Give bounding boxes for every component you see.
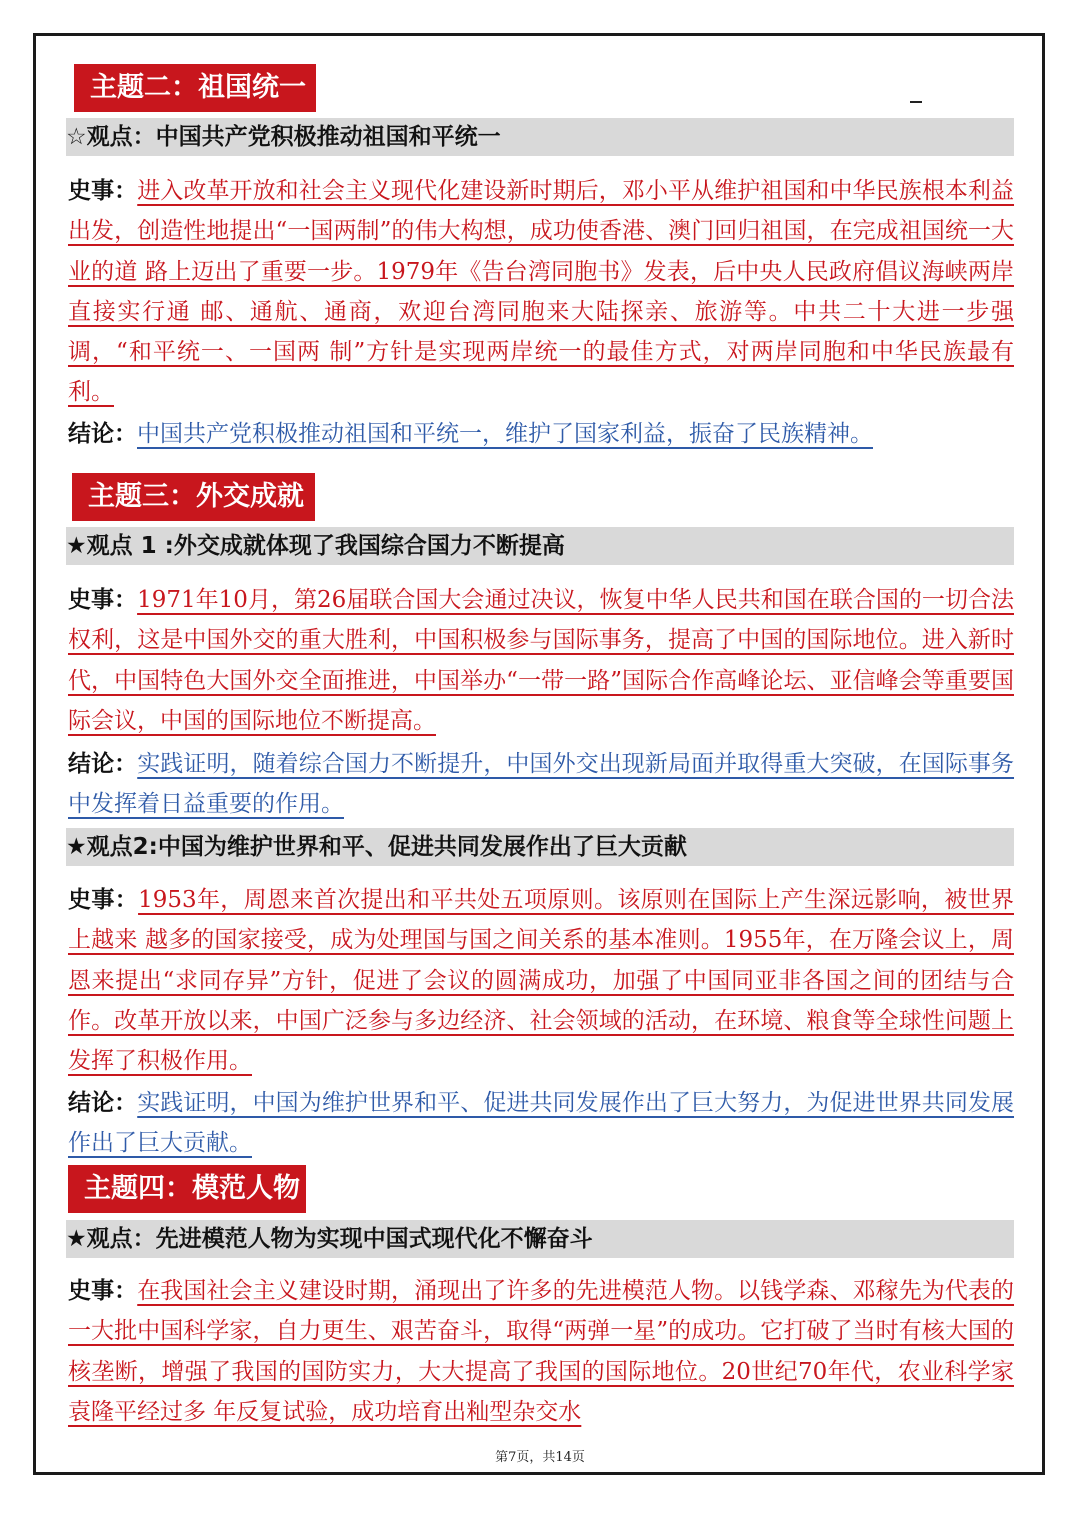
topic-three-conclusion-2 (68, 1083, 1014, 1164)
page-number: 第7页，共14页 (495, 1450, 585, 1465)
topic-two-title: 主题二：祖国统一 (74, 64, 316, 112)
topic-four-viewpoint: ★观点：先进模范人物为实现中国式现代化不懈奋斗 (66, 1220, 1014, 1258)
topic-three-history-1 (68, 580, 1014, 741)
topic-three-title: 主题三：外交成就 (72, 473, 315, 521)
topic-two-history (68, 171, 1014, 413)
history-label: 史事： (68, 1277, 138, 1304)
topic-three-viewpoint-1: ★观点 1 :外交成就体现了我国综合国力不断提高 (66, 527, 1014, 565)
history-text: 1971年10月，第26届联合国大会通过决议，恢复中华人民共和国在联合国的一切合法权利，这是中国外交的重大胜利，中国积极参与国际事务，提高了中国的国际地位。进入新时代，中国特色大国外交全面推进，中国举办“一带一路”国际合作高峰论坛、亚信峰会等重要国际会议，中国的国际地位不断提高。 (68, 587, 1014, 734)
dash-mark (910, 101, 922, 103)
history-text: 1953年，周恩来首次提出和平共处五项原则。该原则在国际上产生深远影响，被世界上越来 越多的国家接受，成为处理国与国之间关系的基本准则。1955年，在万隆会议上，周恩来提出“求同存异”方针，促进了会议的圆满成功，加强了中国同亚非各国之间的团结与合作。改革开放以来，中国广泛参与多边经济、社会领域的活动，在环境、粮食等全球性问题上发挥了积极作用。 (68, 887, 1014, 1075)
conclusion-text: 实践证明，随着综合国力不断提升，中国外交出现新局面并取得重大突破，在国际事务中发挥着日益重要的作用。 (68, 751, 1015, 818)
conclusion-label: 结论： (68, 1089, 138, 1116)
topic-four-title: 主题四：模范人物 (68, 1165, 306, 1213)
history-text: 进入改革开放和社会主义现代化建设新时期后，邓小平从维护祖国和中华民族根本利益出发，创造性地提出“一国两制”的伟大构想，成功使香港、澳门回归祖国，在完成祖国统一大业的道 路上迈出了重要一步。1979年《告台湾同胞书》发表，后中央人民政府倡议海峡两岸直接实行通 邮、通航、通商，欢迎台湾同胞来大陆探亲、旅游等。中共二十大进一步强调，“和平统一、一国两 制”方针是实现两岸统一的最佳方式，对两岸同胞和中华民族最有利。 (68, 178, 1015, 406)
topic-three-viewpoint-2: ★观点2:中国为维护世界和平、促进共同发展作出了巨大贡献 (66, 828, 1014, 866)
history-label: 史事： (68, 177, 138, 204)
topic-three-history-2 (68, 880, 1014, 1081)
topic-four-history (68, 1271, 1014, 1432)
conclusion-label: 结论： (68, 750, 138, 777)
history-label: 史事： (68, 886, 139, 913)
conclusion-text: 实践证明，中国为维护世界和平、促进共同发展作出了巨大努力，为促进世界共同发展作出了巨大贡献。 (68, 1090, 1015, 1157)
conclusion-label: 结论： (68, 420, 137, 447)
topic-two-conclusion (68, 414, 1014, 454)
topic-two-viewpoint: ☆观点：中国共产党积极推动祖国和平统一 (66, 118, 1014, 156)
topic-three-conclusion-1 (68, 744, 1014, 825)
conclusion-text: 中国共产党积极推动祖国和平统一，维护了国家利益，振奋了民族精神。 (137, 421, 873, 447)
history-text: 在我国社会主义建设时期，涌现出了许多的先进模范人物。以钱学森、邓稼先为代表的一大批中国科学家，自力更生、艰苦奋斗，取得“两弹一星”的成功。它打破了当时有核大国的核垄断，增强了我国的国防实力，大大提高了我国的国际地位。20世纪70年代，农业科学家袁隆平经过多 年反复试验，成功培育出籼型杂交水 (68, 1278, 1015, 1425)
history-label: 史事： (68, 586, 138, 613)
